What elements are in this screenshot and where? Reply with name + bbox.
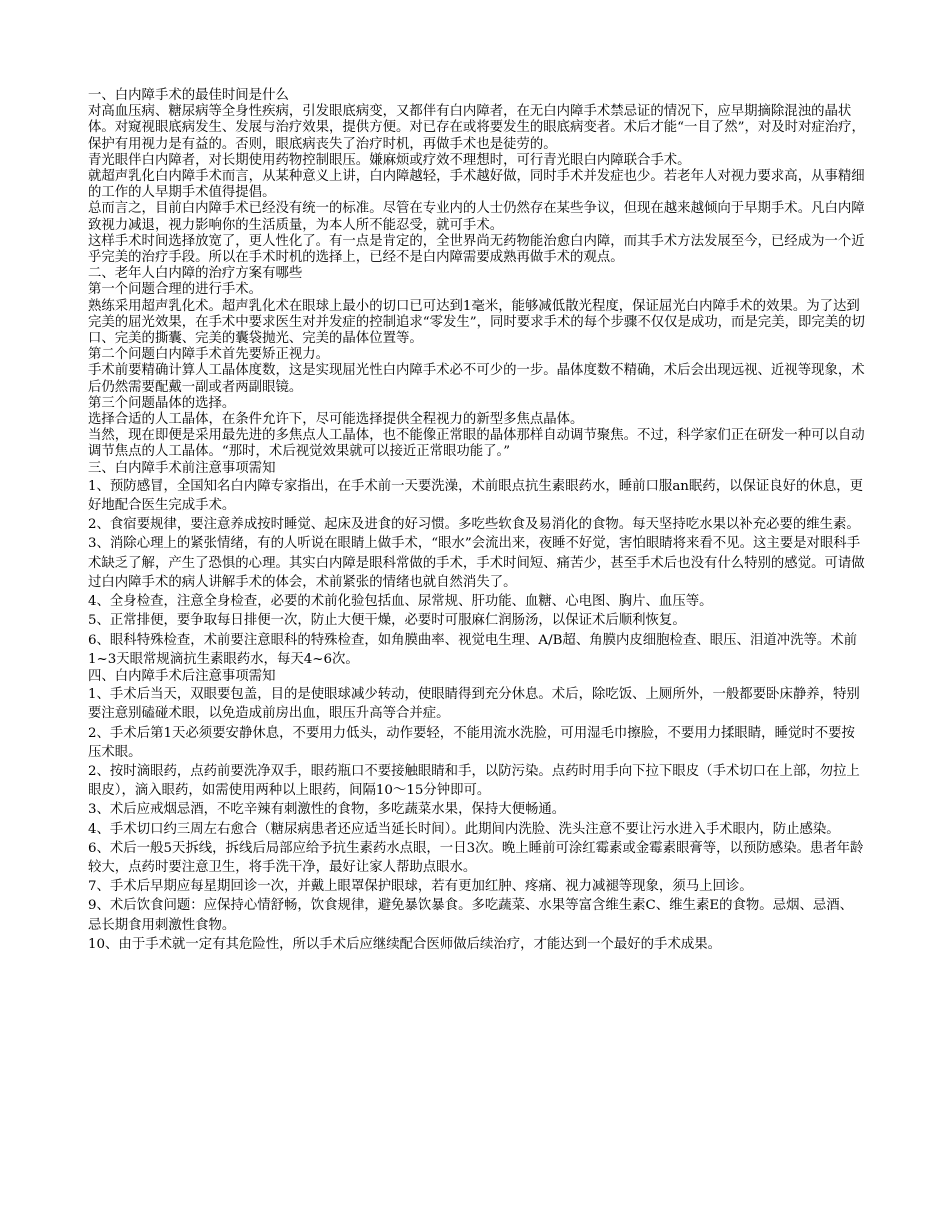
- list-item: 3、术后应戒烟忌酒，不吃辛辣有刺激性的食物，多吃蔬菜水果，保持大便畅通。: [88, 802, 566, 818]
- paragraph: 手术前要精确计算人工晶体度数，这是实现屈光性白内障手术必不可少的一步。晶体度数不精确，术后会出现远视、近视等现象，术后仍然需要配戴一副或者两副眼镜。: [88, 363, 865, 395]
- list-item: 9、术后饮食问题：应保持心情舒畅，饮食规律，避免暴饮暴食。多吃蔬菜、水果等富含维生素C、维生素E的食物。忌烟、忌酒、忌长期食用刺激性食物。: [88, 898, 854, 933]
- section-postop-list: [88, 685, 866, 954]
- heading-treatment-plan: 二、老年人白内障的治疗方案有哪些: [88, 266, 303, 282]
- list-item: 3、消除心理上的紧张情绪，有的人听说在眼睛上做手术，“眼水”会流出来，夜睡不好觉，害怕眼睛将来看不见。这主要是对眼科手术缺乏了解，产生了恐惧的心理。其实白内障是眼科常做的手术，手术时间短、痛苦少，甚至手术后也没有什么特别的感觉。可请做过白内障手术的病人讲解手术的体会，术前紧张的情绪也就自然消失了。: [88, 536, 865, 590]
- list-item: 6、术后一般5天拆线，拆线后局部应给予抗生素药水点眼，一日3次。晚上睡前可涂红霉素或金霉素眼膏等，以预防感染。患者年龄较大，点药时要注意卫生，将手洗干净，最好让家人帮助点眼水。: [88, 840, 864, 875]
- paragraph: 第三个问题晶体的选择。: [88, 395, 236, 411]
- paragraph: 选择合适的人工晶体，在条件允许下，尽可能选择提供全程视力的新型多焦点晶体。: [88, 412, 584, 428]
- paragraph: 青光眼伴白内障者，对长期使用药物控制眼压。嫌麻烦或疗效不理想时，可行青光眼白内障联合手术。: [88, 152, 691, 168]
- list-item: 4、全身检查，注意全身检查，必要的术前化验包括血、尿常规、肝功能、血糖、心电图、胸片、血压等。: [88, 594, 713, 610]
- list-item: 1、预防感冒，全国知名白内障专家指出，在手术前一天要洗澡，术前眼点抗生素眼药水，睡前口服an眠药，以保证良好的休息，更好地配合医生完成手术。: [88, 478, 863, 514]
- paragraph: 就超声乳化白内障手术而言，从某种意义上讲，白内障越轻，手术越好做，同时手术并发症也少。若老年人对视力要求高，从事精细的工作的人早期手术值得提倡。: [88, 169, 865, 201]
- paragraph: 总而言之，目前白内障手术已经没有统一的标准。尽管在专业内的人士仍然存在某些争议，但现在越来越倾向于早期手术。凡白内障致视力减退，视力影响你的生活质量，为本人所不能忍受，就可手术。: [88, 201, 865, 233]
- paragraph: 当然，现在即便是采用最先进的多焦点人工晶体，也不能像正常眼的晶体那样自动调节聚焦。不过，科学家们正在研发一种可以自动调节焦点的人工晶体。“那时，术后视觉效果就可以接近正常眼功能了。”: [88, 428, 865, 460]
- heading-preop-notes: 三、白内障手术前注意事项需知: [88, 460, 276, 476]
- list-item: 7、手术后早期应每星期回诊一次，并戴上眼罩保护眼球，若有更加红肿、疼痛、视力减褪等现象，须马上回诊。: [88, 879, 753, 895]
- paragraph: 对高血压病、糖尿病等全身性疾病，引发眼底病变，又都伴有白内障者，在无白内障手术禁忌证的情况下，应早期摘除混浊的晶状体。对窥视眼底病发生、发展与治疗效果，提供方便。对已存在或将要发生的眼底病变者。术后才能“一目了然”，对及时对症治疗，保护有用视力是有益的。否则，眼底病丧失了治疗时机，再做手术也是徒劳的。: [88, 104, 865, 152]
- list-item: 4、手术切口约三周左右愈合（糖尿病患者还应适当延长时间）。此期间内洗脸、洗头注意不要让污水进入手术眼内，防止感染。: [88, 821, 840, 837]
- section-preop-list: [88, 477, 866, 669]
- list-item: 10、由于手术就一定有其危险性，所以手术后应继续配合医师做后续治疗，才能达到一个最好的手术成果。: [88, 936, 722, 952]
- list-item: 2、手术后第1天必须要安静休息，不要用力低头，动作要轻，不能用流水洗脸，可用湿毛巾擦脸，不要用力揉眼睛，睡觉时不要按压术眼。: [88, 725, 855, 760]
- list-item: 1、手术后当天，双眼要包盖，目的是使眼球减少转动，使眼睛得到充分休息。术后，除吃饭、上厕所外，一般都要卧床静养，特别要注意别磕碰术眼，以免造成前房出血，眼压升高等合并症。: [88, 687, 860, 722]
- section-postop: [88, 669, 866, 685]
- list-item: 6、眼科特殊检查，术前要注意眼科的特殊检查，如角膜曲率、视觉电生理、A/B超、角膜内皮细胞检查、眼压、泪道冲洗等。术前1~3天眼常规滴抗生素眼药水，每天4~6次。: [88, 632, 858, 667]
- list-item: 5、正常排便，要争取每日排便一次，防止大便干燥，必要时可服麻仁润肠汤，以保证术后顺利恢复。: [88, 613, 686, 629]
- list-item: 2、食宿要规律，要注意养成按时睡觉、起床及进食的好习惯。多吃些软食及易消化的食物。每天坚持吃水果以补充必要的维生素。: [88, 517, 860, 533]
- paragraph: 第一个问题合理的进行手术。: [88, 282, 263, 298]
- paragraph: 第二个问题白内障手术首先要矫正视力。: [88, 347, 330, 363]
- document-body: [88, 88, 866, 954]
- list-item: 2、按时滴眼药，点药前要洗净双手，眼药瓶口不要接触眼睛和手，以防污染。点药时用手向下拉下眼皮（手术切口在上部，勿拉上眼皮），滴入眼药，如需使用两种以上眼药，间隔10～15分钟即可。: [88, 763, 860, 799]
- heading-best-surgery-time: 一、白内障手术的最佳时间是什么: [88, 88, 289, 103]
- heading-postop-notes: 四、白内障手术后注意事项需知: [88, 668, 276, 684]
- section-1: [88, 88, 866, 477]
- paragraph: 这样手术时间选择放宽了，更人性化了。有一点是肯定的，全世界尚无药物能治愈白内障，而其手术方法发展至今，已经成为一个近乎完美的治疗手段。所以在手术时机的选择上，已经不是白内障需要成熟再做手术的观点。: [88, 233, 865, 266]
- paragraph: 熟练采用超声乳化术。超声乳化术在眼球上最小的切口已可达到1毫米，能够减低散光程度，保证屈光白内障手术的效果。为了达到完美的屈光效果，在手术中要求医生对并发症的控制追求“零发生”，同时要求手术的每个步骤不仅仅是成功，而是完美，即完美的切口、完美的撕囊、完美的囊袋抛光、完美的晶体位置等。: [88, 298, 865, 347]
